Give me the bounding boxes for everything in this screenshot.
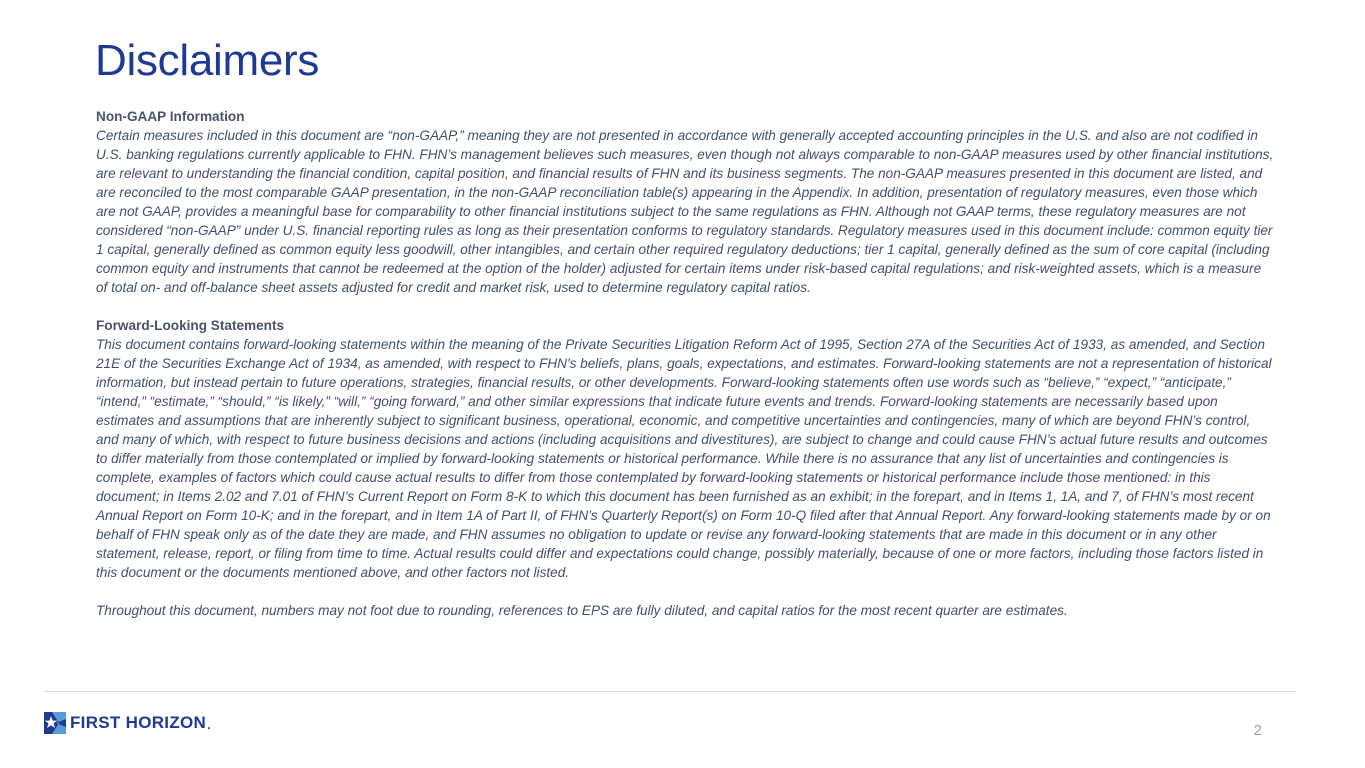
section-spacer bbox=[96, 297, 1276, 316]
non-gaap-body: Certain measures included in this document are “non-GAAP,” meaning they are not presented in accordance with generally accepted accounting principles in the U.S. and also are not codified in U.S. banking regulations currently applicable to FHN. FHN’s management believes such measures, even though not always comparable to non-GAAP measures used by other financial institutions, are relevant to understanding the financial condition, capital position, and financial results of FHN and its business segments. The non-GAAP measures presented in this document are listed, and are reconciled to the most comparable GAAP presentation, in the non-GAAP reconciliation table(s) appearing in the Appendix. In addition, presentation of regulatory measures, even those which are not GAAP, provides a meaningful base for comparability to other financial institutions subject to the same regulations as FHN. Although not GAAP terms, these regulatory measures are not considered “non-GAAP” under U.S. financial reporting rules as long as their presentation conforms to regulatory standards. Regulatory measures used in this document include: common equity tier 1 capital, generally defined as common equity less goodwill, other intangibles, and certain other required regulatory deductions; tier 1 capital, generally defined as the sum of core capital (including common equity and instruments that cannot be redeemed at the option of the holder) adjusted for certain items under risk-based capital regulations; and risk-weighted assets, which is a measure of total on- and off-balance sheet assets adjusted for credit and market risk, used to determine regulatory capital ratios. bbox=[96, 128, 1274, 295]
logo-dot: . bbox=[207, 718, 211, 732]
non-gaap-heading: Non-GAAP Information bbox=[96, 109, 245, 124]
page-number: 2 bbox=[1253, 722, 1262, 739]
forward-looking-body: This document contains forward-looking statements within the meaning of the Private Securities Litigation Reform Act of 1995, Section 27A of the Securities Act of 1933, as amended, and Section 21E of the Securities Exchange Act of 1934, as amended, with respect to FHN's beliefs, plans, goals, expectations, and estimates. Forward-looking statements are not a representation of historical information, but instead pertain to future operations, strategies, financial results, or other developments. Forward-looking statements often use words such as “believe,” “expect,” “anticipate,” “intend,” “estimate,” “should,” “is likely,” “will,” “going forward,” and other similar expressions that indicate future events and trends. Forward-looking statements are necessarily based upon estimates and assumptions that are inherently subject to significant business, operational, economic, and competitive uncertainties and contingencies, many of which are beyond FHN’s control, and many of which, with respect to future business decisions and actions (including acquisitions and divestitures), are subject to change and could cause FHN’s actual future results and outcomes to differ materially from those contemplated or implied by forward-looking statements or historical performance. While there is no assurance that any list of uncertainties and contingencies is complete, examples of factors which could cause actual results to differ from those contemplated by forward-looking statements or historical performance include those mentioned: in this document; in Items 2.02 and 7.01 of FHN’s Current Report on Form 8-K to which this document has been furnished as an exhibit; in the forepart, and in Items 1, 1A, and 7, of FHN’s most recent Annual Report on Form 10-K; and in the forepart, and in Item 1A of Part II, of FHN’s Quarterly Report(s) on Form 10-Q filed after that Annual Report. Any forward-looking statements made by or on behalf of FHN speak only as of the date they are made, and FHN assumes no obligation to update or revise any forward-looking statements that are made in this document or in any other statement, release, report, or filing from time to time. Actual results could differ and expectations could change, possibly materially, because of one or more factors, including those factors listed in this document or the documents mentioned above, and other factors not listed. bbox=[96, 337, 1272, 580]
footer-divider bbox=[44, 691, 1296, 692]
logo-wordmark: FIRST HORIZON bbox=[70, 713, 207, 732]
section-spacer bbox=[96, 582, 1276, 601]
first-horizon-logo bbox=[44, 711, 210, 735]
forward-looking-heading: Forward-Looking Statements bbox=[96, 318, 285, 333]
first-horizon-star-flag-icon bbox=[44, 712, 66, 734]
slide-title: Disclaimers bbox=[95, 36, 320, 85]
disclaimer-content bbox=[96, 107, 1276, 620]
closing-note: Throughout this document, numbers may not foot due to rounding, references to EPS are fully diluted, and capital ratios for the most recent quarter are estimates. bbox=[96, 603, 1068, 618]
